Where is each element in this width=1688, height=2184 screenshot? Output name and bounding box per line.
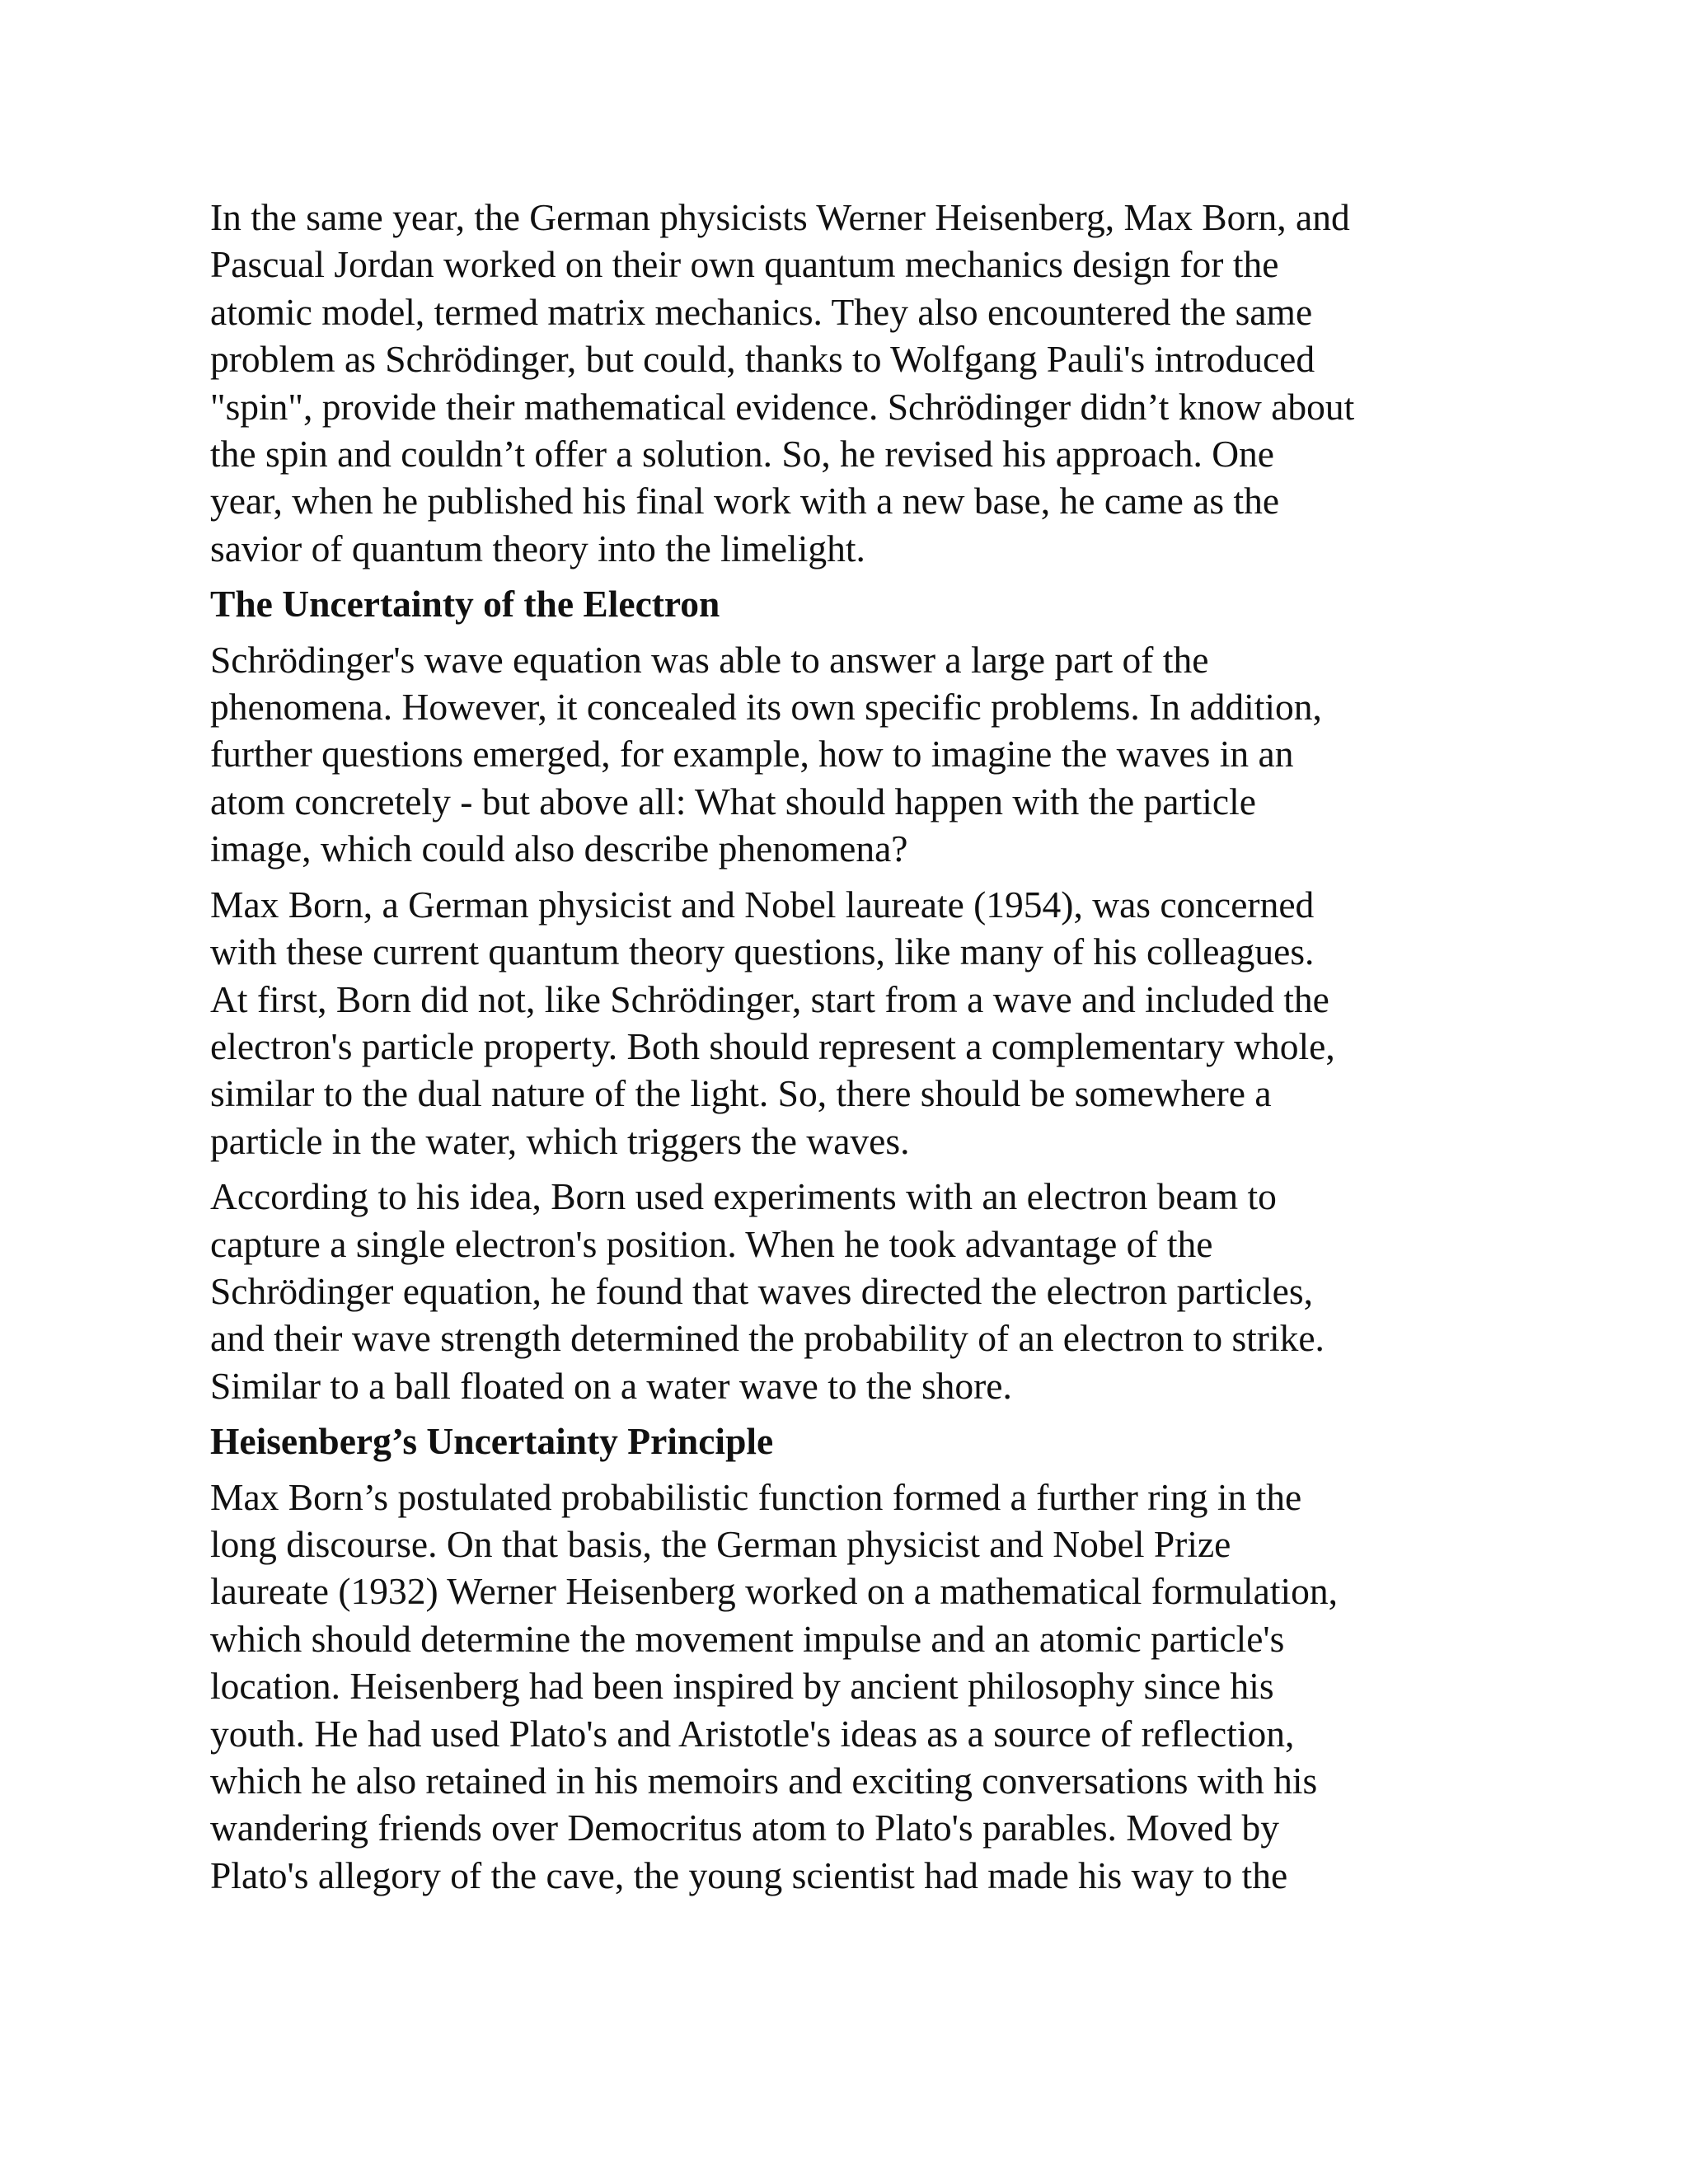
paragraph-1 xyxy=(210,194,1496,572)
paragraph-line: Similar to a ball floated on a water wave to the shore. xyxy=(210,1364,1012,1407)
paragraph-line: Plato's allegory of the cave, the young scientist had made his way to the xyxy=(210,1854,1288,1896)
paragraph-line: electron's particle property. Both should represent a complementary whole, xyxy=(210,1024,1335,1067)
paragraph-line: At first, Born did not, like Schrödinger, start from a wave and included the xyxy=(210,977,1329,1020)
paragraph-line: youth. He had used Plato's and Aristotle's ideas as a source of reflection, xyxy=(210,1712,1295,1755)
paragraph-line: "spin", provide their mathematical evidence. Schrödinger didn’t know about xyxy=(210,385,1355,428)
paragraph-line: laureate (1932) Werner Heisenberg worked on a mathematical formulation, xyxy=(210,1570,1338,1613)
paragraph-line: and their wave strength determined the probability of an electron to strike. xyxy=(210,1317,1325,1360)
paragraph-line: which he also retained in his memoirs and exciting conversations with his xyxy=(210,1760,1318,1802)
paragraph-4 xyxy=(210,1173,1496,1409)
paragraph-line: atom concretely - but above all: What should happen with the particle xyxy=(210,780,1256,823)
paragraph-line: Max Born’s postulated probabilistic function formed a further ring in the xyxy=(210,1475,1302,1518)
paragraph-line: particle in the water, which triggers the waves. xyxy=(210,1119,910,1162)
paragraph-line: Max Born, a German physicist and Nobel laureate (1954), was concerned xyxy=(210,883,1315,926)
section-heading-2 xyxy=(210,1418,1496,1465)
paragraph-line: long discourse. On that basis, the German physicist and Nobel Prize xyxy=(210,1522,1231,1565)
paragraph-line: further questions emerged, for example, how to imagine the waves in an xyxy=(210,733,1294,776)
paragraph-3 xyxy=(210,881,1496,1165)
paragraph-line: location. Heisenberg had been inspired by ancient philosophy since his xyxy=(210,1665,1274,1708)
paragraph-line: which should determine the movement impulse and an atomic particle's xyxy=(210,1617,1285,1660)
paragraph-line: Pascual Jordan worked on their own quantum mechanics design for the xyxy=(210,243,1279,286)
paragraph-line: problem as Schrödinger, but could, thanks to Wolfgang Pauli's introduced xyxy=(210,338,1315,381)
paragraph-line: Schrödinger's wave equation was able to answer a large part of the xyxy=(210,638,1209,681)
section-heading-1 xyxy=(210,580,1496,627)
paragraph-line: Schrödinger equation, he found that waves directed the electron particles, xyxy=(210,1269,1313,1312)
paragraph-line: image, which could also describe phenomena? xyxy=(210,827,908,870)
heading-text: Heisenberg’s Uncertainty Principle xyxy=(210,1420,774,1463)
paragraph-line: similar to the dual nature of the light. So, there should be somewhere a xyxy=(210,1072,1272,1115)
paragraph-line: with these current quantum theory questions, like many of his colleagues. xyxy=(210,930,1315,973)
paragraph-line: According to his idea, Born used experiments with an electron beam to xyxy=(210,1175,1277,1218)
paragraph-line: wandering friends over Democritus atom to Plato's parables. Moved by xyxy=(210,1807,1280,1849)
paragraph-line: In the same year, the German physicists Werner Heisenberg, Max Born, and xyxy=(210,196,1350,238)
paragraph-line: phenomena. However, it concealed its own specific problems. In addition, xyxy=(210,686,1322,729)
paragraph-line: capture a single electron's position. When he took advantage of the xyxy=(210,1222,1213,1265)
paragraph-line: atomic model, termed matrix mechanics. They also encountered the same xyxy=(210,290,1313,333)
paragraph-5 xyxy=(210,1474,1496,1900)
paragraph-line: savior of quantum theory into the limelight. xyxy=(210,527,865,569)
paragraph-line: year, when he published his final work with a new base, he came as the xyxy=(210,480,1280,523)
heading-text: The Uncertainty of the Electron xyxy=(210,583,720,626)
document-page xyxy=(210,194,1496,1907)
paragraph-2 xyxy=(210,636,1496,873)
paragraph-line: the spin and couldn’t offer a solution. So, he revised his approach. One xyxy=(210,433,1274,476)
